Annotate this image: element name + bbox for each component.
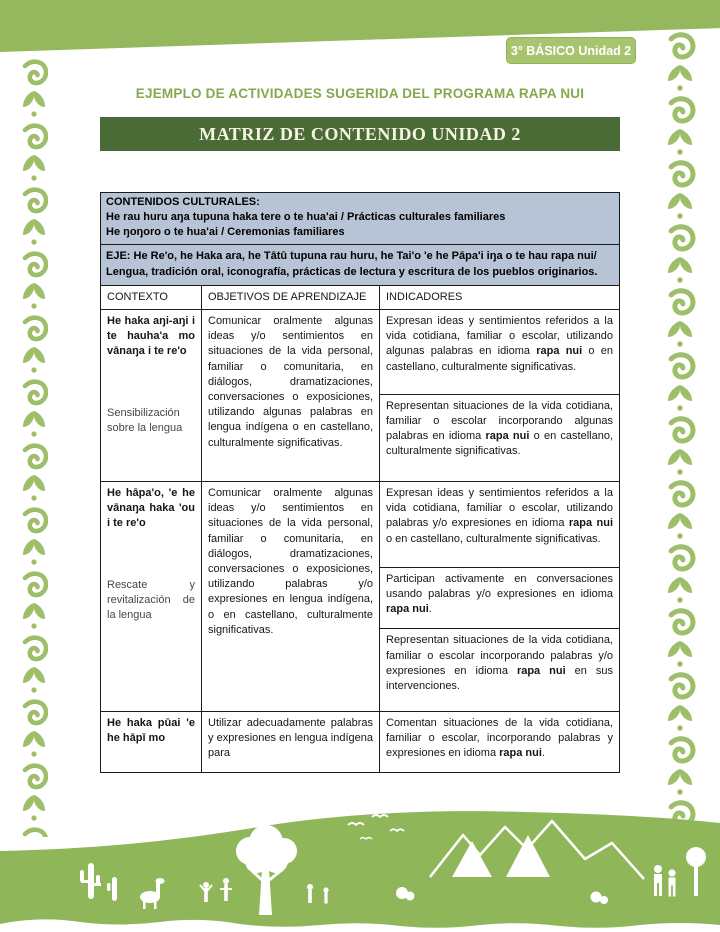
indicator-item: Participan activamente en conversaciones usando palabras y/o expresiones en idioma rapa nui. (380, 567, 619, 629)
objective-cell: Utilizar adecuadamente palabras y expresiones en lengua indígena para (201, 712, 379, 773)
grade-badge-label: 3° BÁSICO Unidad 2 (510, 43, 632, 58)
context-rapanui-text: He haka pūai 'e he hāpī mo (107, 717, 195, 745)
koru-border-right-icon (664, 30, 696, 845)
indicator-item: Representan situaciones de la vida cotidiana, familiar o escolar incorporando palabras y/o expresiones en idioma rapa nui en sus intervenciones. (380, 628, 619, 711)
page-title: MATRIZ DE CONTENIDO UNIDAD 2 (199, 123, 521, 144)
koru-border-left-icon (20, 57, 48, 837)
document-subtitle: EJEMPLO DE ACTIVIDADES SUGERIDA DEL PROGRAMA RAPA NUI (135, 86, 585, 101)
table-header-row (101, 286, 619, 309)
objective-cell: Comunicar oralmente algunas ideas y/o sentimientos en situaciones de la vida personal, familiar o comunitaria, en diálogos, dramatizaciones, conversaciones o exposiciones, utilizando palabras y/o expresiones en lengua indígena, o en castellano, culturalmente significativas. (201, 482, 379, 711)
context-cell (101, 482, 201, 711)
indicators-cell (379, 712, 619, 773)
cultural-contents-box (100, 192, 620, 290)
context-rapanui-text: He hāpa'o, 'e he vānaŋa haka 'ou i te re'o (107, 487, 195, 530)
indicator-item: Comentan situaciones de la vida cotidiana, familiar o escolar, incorporando palabras y expresiones en idioma rapa nui. (386, 717, 613, 760)
column-header-indicadores: INDICADORES (379, 286, 619, 309)
table-row (101, 309, 619, 481)
indicator-item: Representan situaciones de la vida cotidiana, familiar o escolar incorporando algunas palabras en idioma rapa nui o en castellano, culturalmente significativas. (380, 394, 619, 481)
cultural-contents-line: He ŋoŋoro o te hua'ai / Ceremonias familiares (106, 226, 345, 238)
cultural-contents-section (101, 193, 619, 244)
title-banner (100, 117, 620, 151)
context-cell (101, 310, 201, 481)
landscape-artwork (0, 797, 720, 932)
indicators-cell (379, 482, 619, 711)
context-rapanui-text: He haka aŋi-aŋi i te hauha'a mo vānaŋa i te re'o (107, 315, 195, 358)
content-matrix-table (100, 285, 620, 773)
cultural-contents-heading: CONTENIDOS CULTURALES: (106, 196, 260, 208)
indicators-cell (379, 310, 619, 481)
context-spanish-text: Rescate y revitalización de la lengua (107, 578, 195, 622)
objective-cell: Comunicar oralmente algunas ideas y/o sentimientos en situaciones de la vida personal, familiar o comunitaria, en diálogos, dramatizaciones, conversaciones o exposiciones, utilizando algunas palabras en lengua indígena o en castellano, culturalmente significativas. (201, 310, 379, 481)
context-cell (101, 712, 201, 773)
hill-shape (0, 811, 720, 932)
cultural-contents-line: He rau huru aŋa tupuna haka tere o te hua'ai / Prácticas culturales familiares (106, 211, 506, 223)
indicator-item: Expresan ideas y sentimientos referidos a la vida cotidiana, familiar o escolar, utilizando palabras y/o expresiones en idioma rapa nui o en castellano, culturalmente significativas. (386, 487, 613, 545)
grade-badge (506, 37, 636, 64)
eje-text: EJE: He Re'o, he Haka ara, he Tātū tupuna rau huru, he Tai'o 'e he Pāpa'i iŋa o te hau rapa nui/ Lengua, tradición oral, iconografía, prácticas de lectura y escritura de los pueblos originarios. (106, 250, 598, 278)
table-row (101, 711, 619, 773)
column-header-contexto: CONTEXTO (107, 291, 168, 303)
table-row (101, 481, 619, 711)
eje-section (101, 244, 619, 289)
indicator-item: Expresan ideas y sentimientos referidos a la vida cotidiana, familiar o escolar, utilizando algunas palabras en idioma rapa nui o en castellano, culturalmente significativas. (386, 315, 613, 373)
column-header-objetivos: OBJETIVOS DE APRENDIZAJE (201, 286, 379, 309)
context-spanish-text: Sensibilización sobre la lengua (107, 406, 183, 434)
